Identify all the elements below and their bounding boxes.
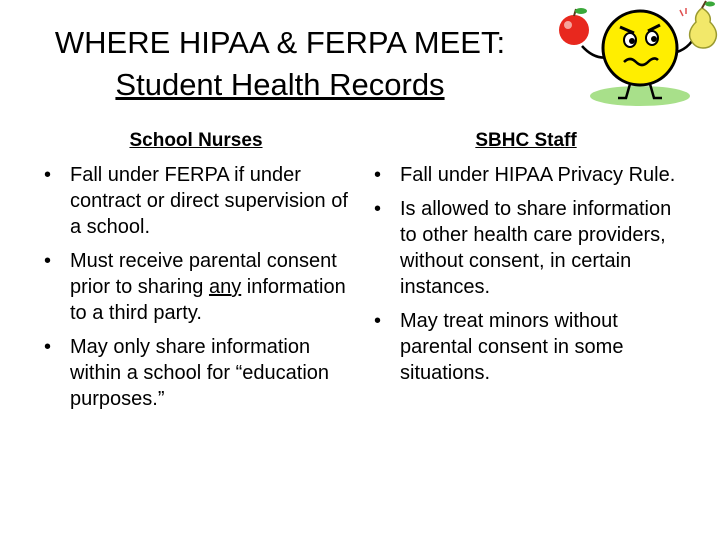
title-line-2: Student Health Records: [115, 67, 445, 102]
school-nurses-column: [36, 128, 356, 420]
sbhc-staff-bullet-list: [366, 162, 686, 386]
school-nurses-heading: School Nurses: [129, 130, 263, 151]
school-nurses-bullet-list: [36, 162, 356, 412]
pear-icon: [690, 8, 717, 48]
list-item: • Must receive parental consent prior to sharing any information to a third party.: [36, 248, 356, 326]
list-item: • May treat minors without parental consent in some situations.: [366, 308, 686, 386]
shadow-ellipse: [590, 86, 690, 106]
list-item: • Is allowed to share information to other health care providers, without consent, in certain instances.: [366, 196, 686, 300]
thought-marks: [680, 8, 686, 16]
list-item: • Fall under HIPAA Privacy Rule.: [366, 162, 686, 188]
sbhc-staff-heading: SBHC Staff: [475, 130, 577, 151]
face: [603, 11, 677, 85]
slide-title: [20, 22, 540, 106]
emphasis-any: any: [208, 276, 242, 298]
list-item: • May only share information within a school for “education purposes.”: [36, 334, 356, 412]
sbhc-staff-column: [366, 128, 686, 394]
list-item: • Fall under FERPA if under contract or direct supervision of a school.: [36, 162, 356, 240]
confused-face-with-apple-and-pear-icon: [556, 0, 720, 118]
title-line-1: WHERE HIPAA & FERPA MEET:: [54, 25, 506, 60]
apple-icon: [559, 15, 589, 45]
